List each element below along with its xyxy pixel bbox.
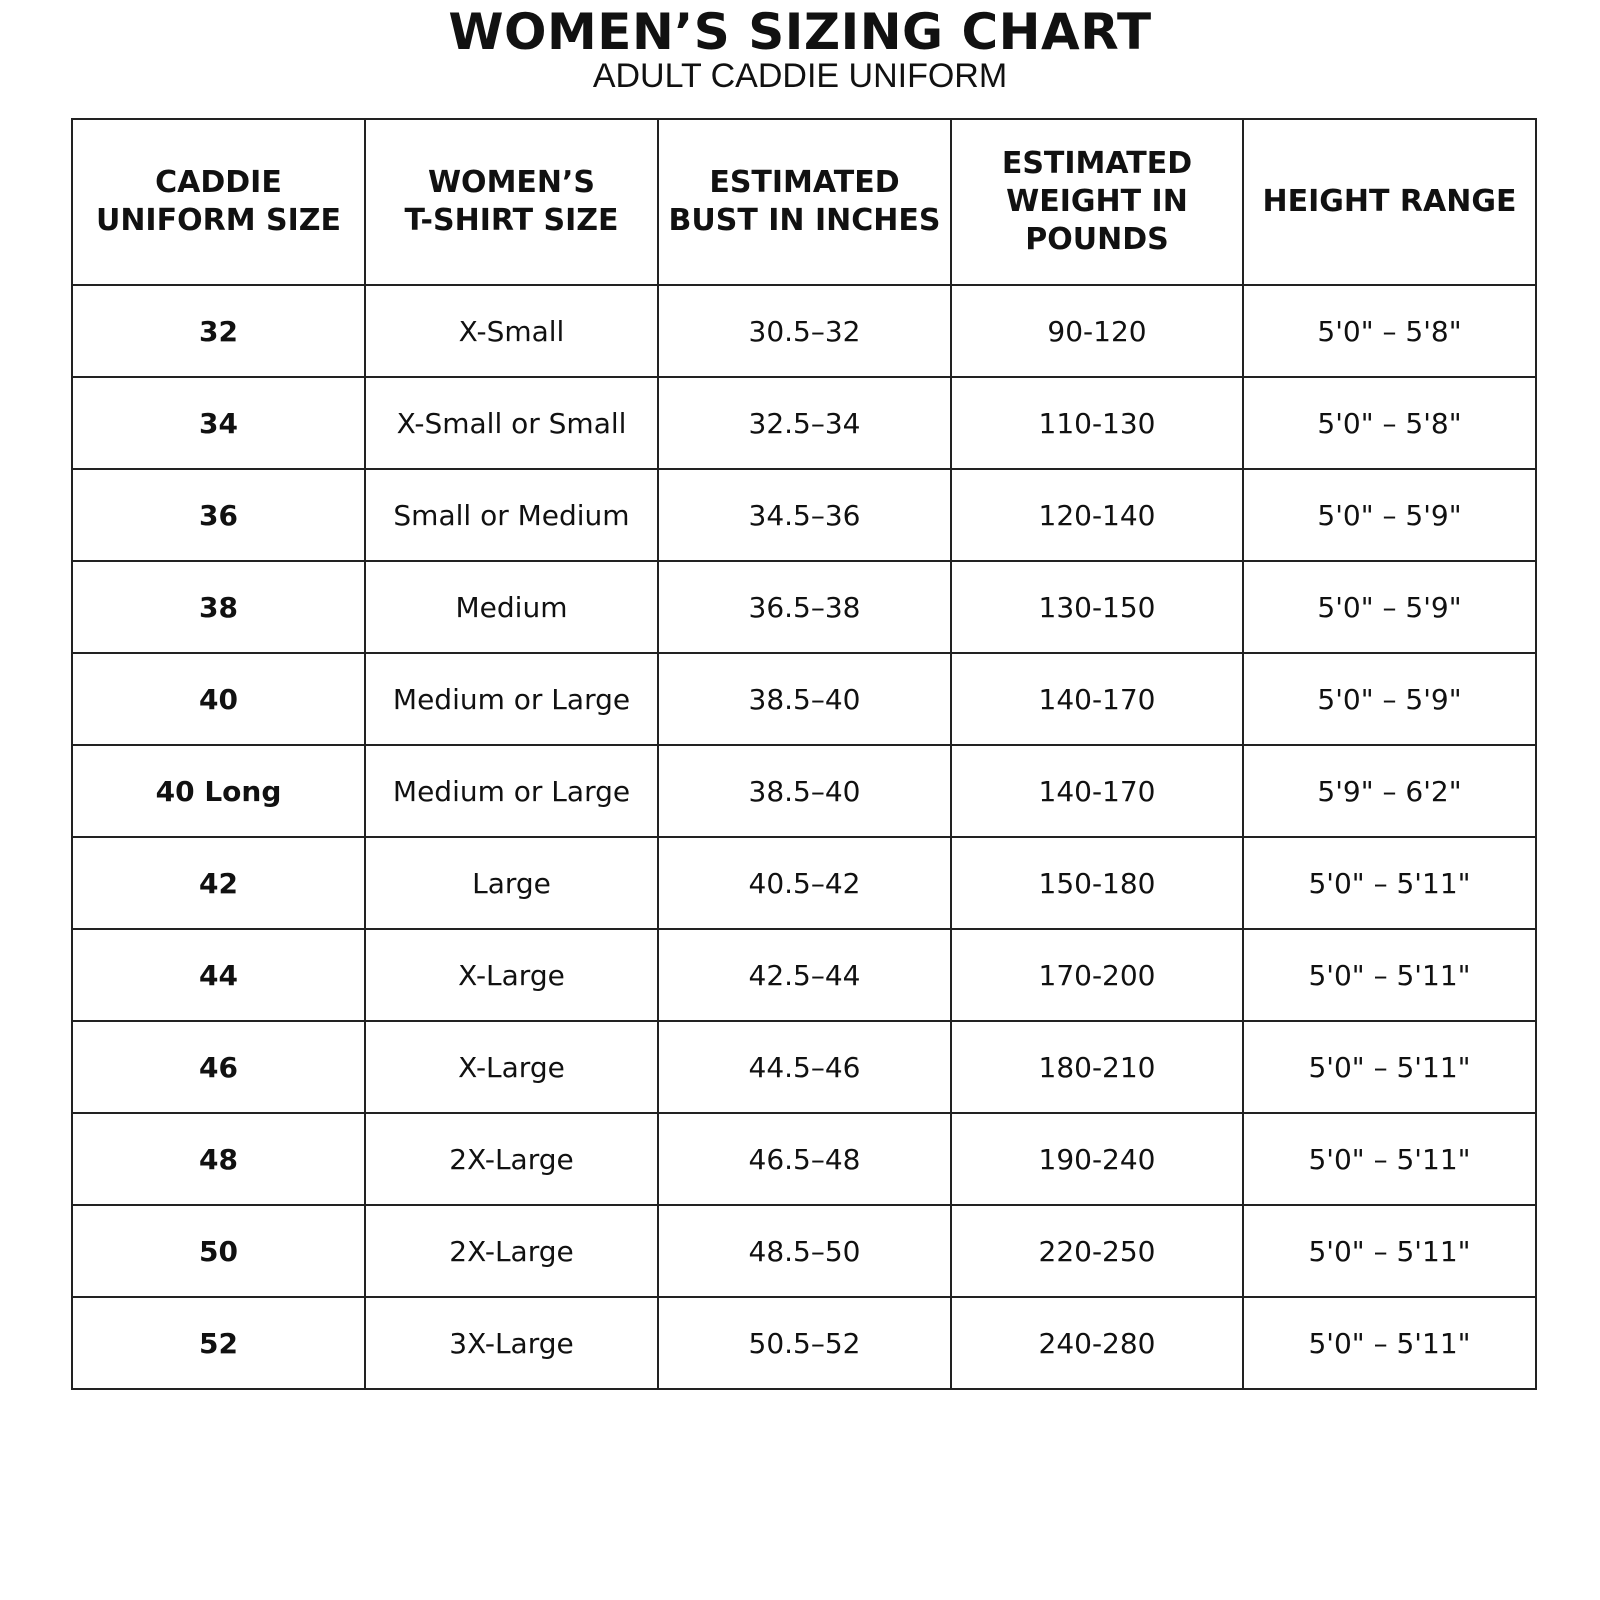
tshirt-size-cell: X-Large: [365, 1021, 658, 1113]
weight-cell: 190-240: [951, 1113, 1243, 1205]
page-subtitle: ADULT CADDIE UNIFORM: [592, 57, 1008, 95]
column-header-estimated-weight: [951, 119, 1243, 285]
caddie-uniform-size-cell: 40 Long: [72, 745, 365, 837]
bust-cell: 32.5–34: [658, 377, 951, 469]
height-range-cell: 5'0" – 5'8": [1243, 377, 1536, 469]
tshirt-size-cell: X-Large: [365, 929, 658, 1021]
tshirt-size-cell: Medium or Large: [365, 653, 658, 745]
weight-cell: 170-200: [951, 929, 1243, 1021]
column-header-womens-tshirt-size: [365, 119, 658, 285]
bust-cell: 44.5–46: [658, 1021, 951, 1113]
table-row: [72, 1297, 1536, 1389]
weight-cell: 130-150: [951, 561, 1243, 653]
height-range-cell: 5'0" – 5'9": [1243, 469, 1536, 561]
header-line: UNIFORM SIZE: [95, 203, 342, 238]
table-row: [72, 745, 1536, 837]
height-range-cell: 5'0" – 5'11": [1243, 1021, 1536, 1113]
weight-cell: 150-180: [951, 837, 1243, 929]
weight-cell: 140-170: [951, 745, 1243, 837]
bust-cell: 42.5–44: [658, 929, 951, 1021]
caddie-uniform-size-cell: 34: [72, 377, 365, 469]
caddie-uniform-size-cell: 50: [72, 1205, 365, 1297]
column-header-height-range: [1243, 119, 1536, 285]
tshirt-size-cell: Medium or Large: [365, 745, 658, 837]
height-range-cell: 5'0" – 5'11": [1243, 1297, 1536, 1389]
column-header-caddie-uniform-size: [72, 119, 365, 285]
weight-cell: 140-170: [951, 653, 1243, 745]
page-title: WOMEN’S SIZING CHART: [448, 3, 1152, 61]
tshirt-size-cell: Medium: [365, 561, 658, 653]
header-line: CADDIE: [155, 165, 282, 200]
table-body: [72, 285, 1536, 1389]
bust-cell: 36.5–38: [658, 561, 951, 653]
bust-cell: 50.5–52: [658, 1297, 951, 1389]
tshirt-size-cell: 2X-Large: [365, 1113, 658, 1205]
header-row: [72, 119, 1536, 285]
header-line: ESTIMATED: [709, 165, 900, 200]
table-row: [72, 285, 1536, 377]
table-row: [72, 1021, 1536, 1113]
header-line: WEIGHT IN: [1006, 184, 1188, 219]
table-row: [72, 1205, 1536, 1297]
tshirt-size-cell: X-Small: [365, 285, 658, 377]
header-line: POUNDS: [1025, 222, 1169, 257]
bust-cell: 34.5–36: [658, 469, 951, 561]
weight-cell: 180-210: [951, 1021, 1243, 1113]
height-range-cell: 5'0" – 5'11": [1243, 1205, 1536, 1297]
table-row: [72, 1113, 1536, 1205]
table-row: [72, 837, 1536, 929]
caddie-uniform-size-cell: 46: [72, 1021, 365, 1113]
height-range-cell: 5'0" – 5'11": [1243, 1113, 1536, 1205]
height-range-cell: 5'0" – 5'9": [1243, 561, 1536, 653]
height-range-cell: 5'9" – 6'2": [1243, 745, 1536, 837]
bust-cell: 40.5–42: [658, 837, 951, 929]
height-range-cell: 5'0" – 5'11": [1243, 929, 1536, 1021]
weight-cell: 90-120: [951, 285, 1243, 377]
tshirt-size-cell: Large: [365, 837, 658, 929]
tshirt-size-cell: 2X-Large: [365, 1205, 658, 1297]
tshirt-size-cell: Small or Medium: [365, 469, 658, 561]
table-row: [72, 377, 1536, 469]
bust-cell: 38.5–40: [658, 653, 951, 745]
header-line: ESTIMATED: [1001, 146, 1193, 181]
header-line: BUST IN INCHES: [668, 203, 941, 238]
caddie-uniform-size-cell: 40: [72, 653, 365, 745]
sizing-table: [71, 118, 1537, 1390]
header-line: T-SHIRT SIZE: [404, 203, 619, 238]
weight-cell: 120-140: [951, 469, 1243, 561]
table-row: [72, 653, 1536, 745]
weight-cell: 240-280: [951, 1297, 1243, 1389]
header-line: WOMEN’S: [427, 165, 596, 200]
height-range-cell: 5'0" – 5'9": [1243, 653, 1536, 745]
caddie-uniform-size-cell: 38: [72, 561, 365, 653]
tshirt-size-cell: X-Small or Small: [365, 377, 658, 469]
height-range-cell: 5'0" – 5'11": [1243, 837, 1536, 929]
table-row: [72, 561, 1536, 653]
height-range-cell: 5'0" – 5'8": [1243, 285, 1536, 377]
table-row: [72, 929, 1536, 1021]
bust-cell: 48.5–50: [658, 1205, 951, 1297]
caddie-uniform-size-cell: 44: [72, 929, 365, 1021]
bust-cell: 30.5–32: [658, 285, 951, 377]
caddie-uniform-size-cell: 48: [72, 1113, 365, 1205]
caddie-uniform-size-cell: 36: [72, 469, 365, 561]
header-line: HEIGHT RANGE: [1262, 184, 1517, 219]
bust-cell: 46.5–48: [658, 1113, 951, 1205]
caddie-uniform-size-cell: 52: [72, 1297, 365, 1389]
tshirt-size-cell: 3X-Large: [365, 1297, 658, 1389]
table-header: [72, 119, 1536, 285]
weight-cell: 110-130: [951, 377, 1243, 469]
caddie-uniform-size-cell: 32: [72, 285, 365, 377]
bust-cell: 38.5–40: [658, 745, 951, 837]
weight-cell: 220-250: [951, 1205, 1243, 1297]
caddie-uniform-size-cell: 42: [72, 837, 365, 929]
table-row: [72, 469, 1536, 561]
column-header-estimated-bust: [658, 119, 951, 285]
